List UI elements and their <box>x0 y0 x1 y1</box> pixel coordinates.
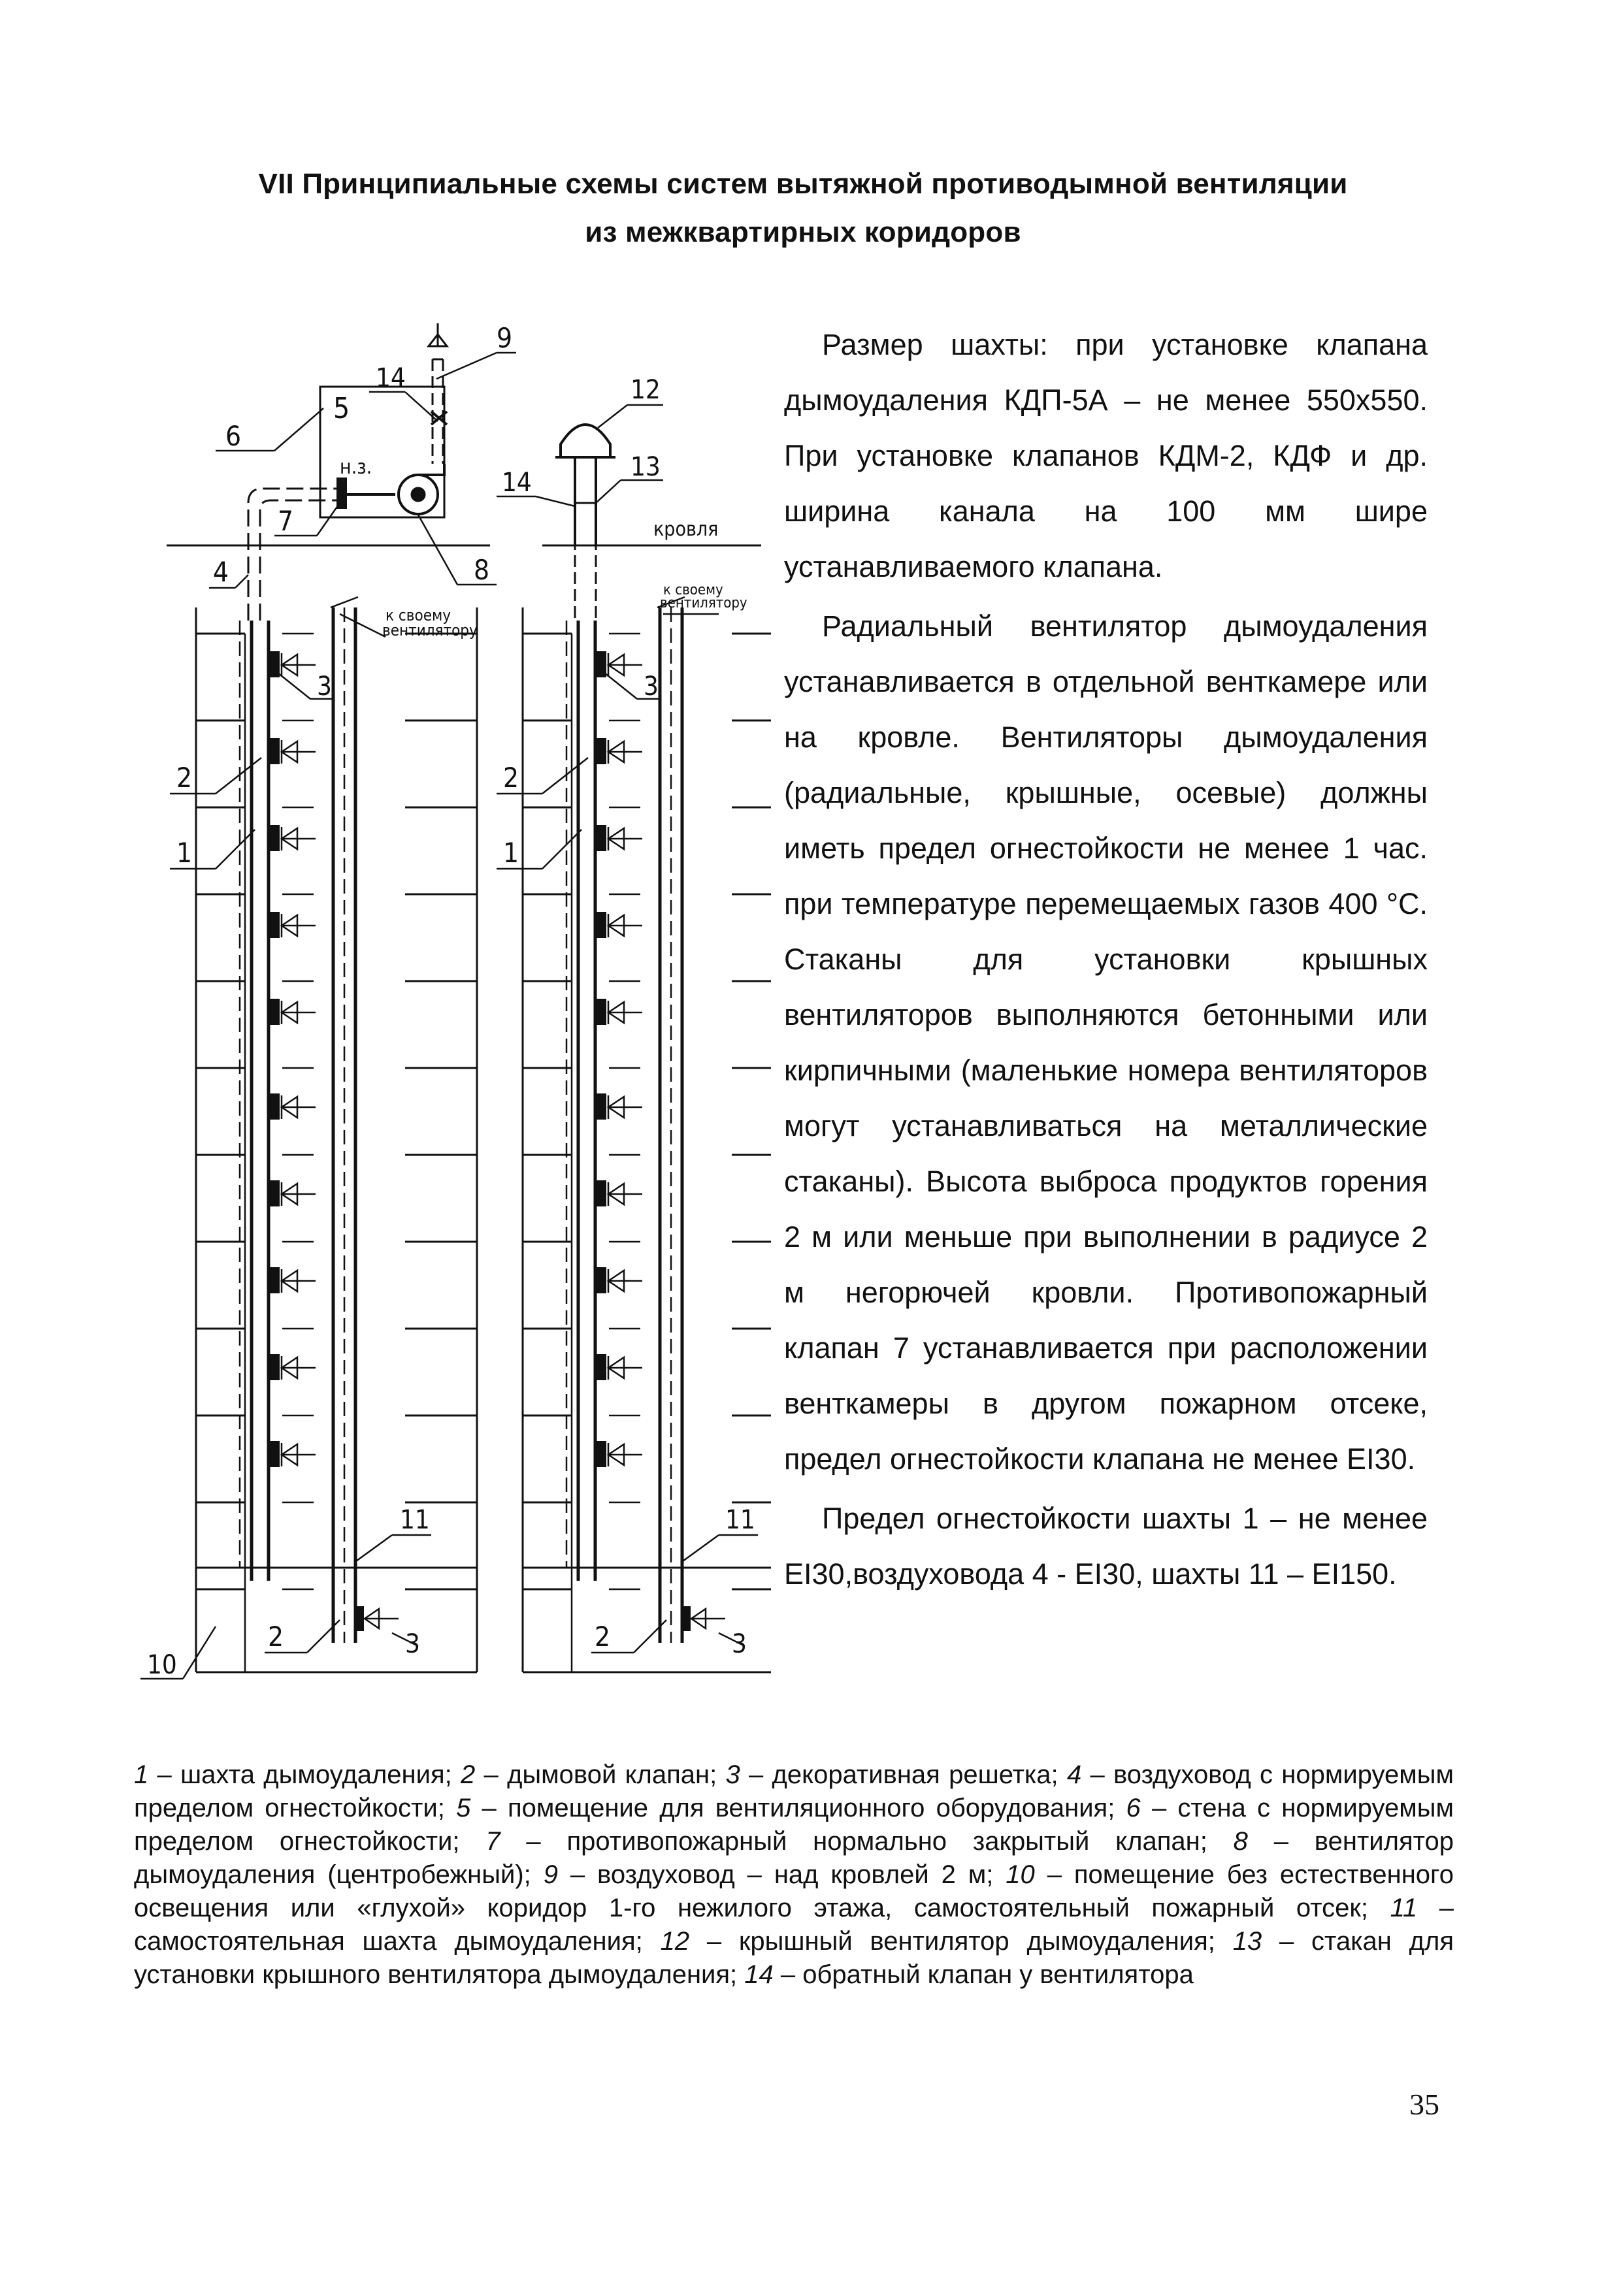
smoke-exhaust-diagram <box>0 307 771 1705</box>
legend-item <box>744 1960 1194 1989</box>
legend-item-text: – стена с нормируемым пределом огнестойкости; <box>134 1794 1454 1856</box>
leader-line <box>356 1535 392 1561</box>
callout-10: 10 <box>147 1650 177 1680</box>
legend-item-number: 10 <box>1006 1860 1035 1889</box>
legend-item-number: 6 <box>1126 1794 1141 1822</box>
smoke-damper-2 <box>597 1094 606 1119</box>
callout-2: 2 <box>503 762 519 794</box>
callout-3: 3 <box>405 1629 420 1659</box>
legend-item-number: 2 <box>461 1760 476 1789</box>
legend-item-text: – самостоятельная шахта дымоудаления; <box>134 1894 1454 1956</box>
roof-label: кровля <box>653 518 719 541</box>
leader-line <box>536 496 575 506</box>
legend-item-number: 9 <box>543 1860 558 1889</box>
fan-8 <box>412 488 425 501</box>
callout-13: 13 <box>631 452 661 482</box>
callout-4: 4 <box>213 556 229 588</box>
smoke-damper-2 <box>597 999 606 1024</box>
legend-item <box>544 1860 994 1889</box>
smoke-damper-2 <box>270 1355 279 1380</box>
smoke-damper-2 <box>597 739 606 764</box>
legend-item-text: – дымовой клапан; <box>475 1760 717 1789</box>
legend-item-number: 7 <box>485 1827 500 1856</box>
smoke-damper-2 <box>270 739 279 764</box>
callout-14: 14 <box>376 363 406 393</box>
side-paragraph-1: Размер шахты: при установке клапана дымоудаления КДП-5А – не менее 550х550. При установке клапанов КДМ-2, КДФ и др. ширина канала на 100 мм шире устанавливаемого клапана. <box>784 328 1428 583</box>
legend-item-number: 4 <box>1066 1760 1082 1789</box>
callout-3: 3 <box>644 671 659 702</box>
legend-item-text: – помещение без естественного освещения или «глухой» коридор 1-го нежилого этажа, самостоятельный пожарный отсек; <box>134 1860 1454 1922</box>
leader-line <box>596 480 621 503</box>
legend-item <box>461 1760 717 1789</box>
callout-6: 6 <box>225 420 242 452</box>
leader-line <box>542 758 588 794</box>
smoke-damper-2 <box>270 1094 279 1119</box>
callout-11: 11 <box>725 1505 755 1535</box>
smoke-damper-2 <box>270 1442 279 1466</box>
leader-line <box>278 673 310 699</box>
callout-11: 11 <box>400 1505 430 1535</box>
callout-12: 12 <box>631 375 661 405</box>
legend-item-text: – помещение для вентиляционного оборудования; <box>470 1794 1115 1822</box>
smoke-damper-2 <box>355 1607 363 1630</box>
callout-5: 5 <box>333 392 350 425</box>
leader-line <box>418 515 457 585</box>
roof-fan-12 <box>561 425 610 457</box>
leader-line <box>683 1535 719 1561</box>
callout-8: 8 <box>474 554 490 586</box>
leader-line <box>183 1626 216 1679</box>
legend-item-number: 5 <box>456 1794 471 1822</box>
smoke-damper-2 <box>597 1181 606 1206</box>
callout-7: 7 <box>278 505 294 537</box>
leader-line <box>598 405 627 428</box>
legend-item-text: – крышный вентилятор дымоудаления; <box>689 1927 1215 1956</box>
leader-line <box>542 830 582 869</box>
legend-item <box>661 1927 1215 1956</box>
leader-line <box>274 408 323 451</box>
legend-item-text: – декоративная решетка; <box>740 1760 1058 1789</box>
legend-item-number: 12 <box>660 1927 690 1956</box>
callout-9: 9 <box>497 322 513 354</box>
legend-item <box>485 1827 1207 1856</box>
to-own-fan-label: вентилятору <box>382 621 478 639</box>
to-own-fan-label: вентилятору <box>660 595 747 611</box>
callout-14: 14 <box>502 468 532 498</box>
legend-item-number: 3 <box>725 1760 740 1789</box>
legend-item-text: – вентилятор дымоудаления (центробежный); <box>134 1827 1454 1889</box>
callout-3: 3 <box>317 671 332 702</box>
legend-item <box>726 1760 1058 1789</box>
legend-item-number: 8 <box>1233 1827 1248 1856</box>
title-line-1: VII Принципиальные схемы систем вытяжной противодымной вентиляции <box>258 168 1348 200</box>
legend-item <box>134 1760 452 1789</box>
legend-item-number: 14 <box>744 1960 774 1989</box>
title-line-2: из межквартирных коридоров <box>585 216 1021 248</box>
smoke-damper-2 <box>270 999 279 1024</box>
legend-item-text: – обратный клапан у вентилятора <box>773 1960 1194 1989</box>
leader-line <box>436 353 497 379</box>
side-paragraph-2: Радиальный вентилятор дымоудаления устанавливается в отдельной венткамере или на кровле. Вентиляторы дымоудаления (радиальные, крышные, осевые) должны иметь предел огнестойкости не менее 1 час. при температуре перемещаемых газов 400 °С. Стаканы для установки крышных вентиляторов выполняются бетонными или кирпичными (маленькие номера вентиляторов могут устанавливаться на металлические стаканы). Высота выброса продуктов горения 2 м или меньше при выполнении в радиусе 2 м негорючей кровли. Противопожарный клапан 7 устанавливается при расположении венткамеры в другом пожарном отсеке, предел огнестойкости клапана не менее EI30. <box>784 609 1428 1476</box>
smoke-damper-2 <box>597 913 606 937</box>
legend-item-text: – стакан для установки крышного вентилятора дымоудаления; <box>134 1927 1454 1989</box>
legend-item-text: – противопожарный нормально закрытый клапан; <box>500 1827 1207 1856</box>
legend-item-text: – воздуховод – над кровлей 2 м; <box>557 1860 994 1889</box>
legend-item-number: 11 <box>1390 1894 1418 1922</box>
smoke-damper-2 <box>270 826 279 850</box>
smoke-damper-2 <box>597 1268 606 1293</box>
side-text <box>784 317 1428 1602</box>
leader-line <box>216 758 261 794</box>
duct-4 <box>248 489 346 621</box>
page-title <box>0 160 1606 257</box>
normally-closed-label: н.з. <box>340 456 372 479</box>
leader-line <box>216 830 255 869</box>
shaft-top <box>331 597 358 607</box>
legend-item-text: – воздуховод с нормируемым пределом огнестойкости; <box>134 1760 1454 1822</box>
smoke-damper-2 <box>597 1355 606 1380</box>
callout-2: 2 <box>176 762 193 794</box>
smoke-damper-2 <box>597 826 606 850</box>
to-own-fan-label: к своему <box>663 582 723 598</box>
callout-2: 2 <box>595 1621 611 1653</box>
callout-1: 1 <box>176 837 193 869</box>
smoke-damper-2 <box>270 913 279 937</box>
callout-3: 3 <box>732 1629 747 1659</box>
page-number: 35 <box>1409 2088 1439 2121</box>
smoke-damper-2 <box>270 1268 279 1293</box>
leader-line <box>340 614 385 637</box>
legend-item-number: 1 <box>134 1760 149 1789</box>
to-own-fan-label: к своему <box>385 606 451 624</box>
legend <box>134 1758 1454 1992</box>
side-paragraph-3: Предел огнестойкости шахты 1 – не менее EI30,воздуховода 4 - EI30, шахты 11 – EI150. <box>784 1502 1428 1591</box>
duct-4 <box>260 500 346 621</box>
smoke-damper-2 <box>270 1181 279 1206</box>
legend-item <box>456 1794 1115 1822</box>
callout-2: 2 <box>268 1621 284 1653</box>
smoke-damper-2 <box>682 1607 690 1630</box>
fan-8 <box>418 464 444 475</box>
callout-1: 1 <box>503 837 519 869</box>
leader-line <box>604 673 637 699</box>
legend-item-number: 13 <box>1232 1927 1262 1956</box>
legend-item-text: – шахта дымоудаления; <box>148 1760 452 1789</box>
smoke-damper-2 <box>597 1442 606 1466</box>
leader-line <box>235 575 248 588</box>
